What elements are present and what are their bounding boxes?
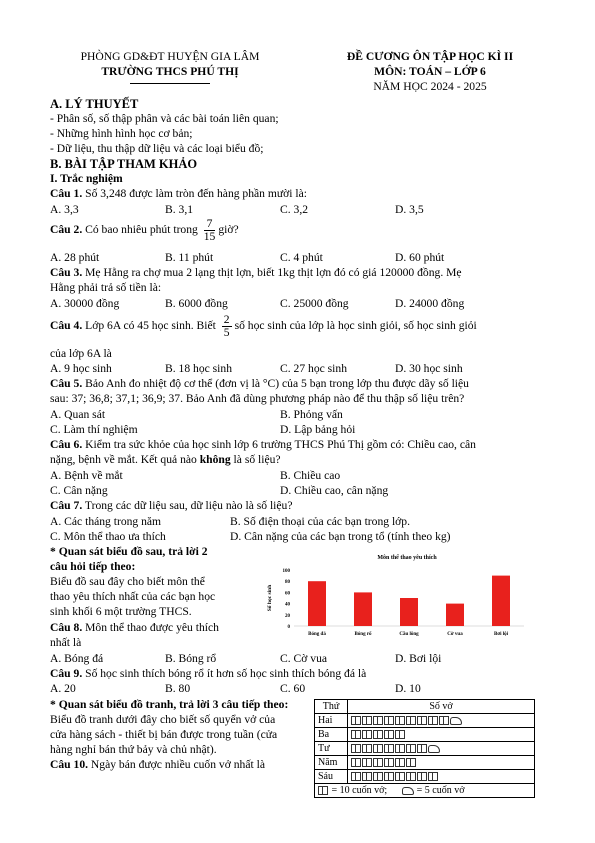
picto-row — [315, 742, 535, 756]
bar — [446, 604, 464, 626]
option[interactable]: C. Cờ vua — [280, 652, 328, 665]
bar — [492, 576, 510, 626]
picto-day: Ba — [315, 728, 348, 742]
picto-icons — [348, 742, 535, 756]
picto-row — [315, 770, 535, 784]
book-icon — [351, 744, 361, 753]
book-icon — [351, 730, 361, 739]
fraction: $\frac{2}{5}$ — [223, 313, 230, 339]
book-icon — [373, 758, 383, 767]
option[interactable]: A. 30000 đồng — [50, 297, 120, 310]
question-4: Câu 4. Lớp 6A có 45 học sinh. Biết $\frac{2}{5}$ số học sinh của lớp là học sinh giỏi, số học sinh giỏi — [50, 313, 477, 339]
book-icon — [362, 758, 372, 767]
picto-day: Hai — [315, 714, 348, 728]
header-year: NĂM HỌC 2024 - 2025 — [373, 80, 487, 93]
header-underline — [130, 83, 210, 84]
picto-icons — [348, 756, 535, 770]
option[interactable]: D. 10 — [395, 682, 421, 695]
book-icon — [395, 758, 405, 767]
picto-day: Năm — [315, 756, 348, 770]
half-book-icon — [428, 745, 440, 753]
book-icon — [406, 744, 416, 753]
option[interactable]: A. 28 phút — [50, 251, 100, 264]
header-title: ĐỀ CƯƠNG ÔN TẬP HỌC KÌ II — [346, 50, 514, 63]
option[interactable]: C. 60 — [280, 682, 306, 695]
option[interactable]: C. 27 học sinh — [280, 362, 347, 375]
option[interactable]: C. Môn thể thao ưa thích — [50, 530, 166, 543]
option[interactable]: D. 30 học sinh — [395, 362, 463, 375]
picto-description: Biểu đồ tranh dưới đây cho biết số quyển vở của — [50, 713, 276, 726]
question-10: Câu 10. Ngày bán được nhiều cuốn vở nhất là — [50, 758, 265, 771]
book-icon — [362, 716, 372, 725]
option[interactable]: A. 9 học sinh — [50, 362, 112, 375]
book-icon — [373, 772, 383, 781]
picto-legend — [315, 784, 535, 798]
book-icon — [417, 772, 427, 781]
header-subject: MÔN: TOÁN – LỚP 6 — [374, 65, 486, 78]
question-8: Câu 8. Môn thể thao được yêu thích — [50, 621, 219, 634]
chart-title: Môn thể thao yêu thích — [377, 555, 437, 561]
picto-day: Sáu — [315, 770, 348, 784]
book-icon — [428, 716, 438, 725]
option[interactable]: D. Lập bảng hỏi — [280, 423, 356, 436]
section-a-item: - Dữ liệu, thu thập dữ liệu và các loại biểu đồ; — [50, 142, 264, 155]
book-icon — [417, 716, 427, 725]
legend-full: = 10 cuốn vở; — [329, 785, 403, 796]
question-8-cont: nhất là — [50, 636, 82, 649]
option[interactable]: B. 3,1 — [165, 203, 194, 216]
option[interactable]: B. Bóng rổ — [165, 652, 217, 665]
header-school: TRƯỜNG THCS PHÚ THỊ — [101, 65, 239, 78]
book-icon — [395, 730, 405, 739]
sports-bar-chart — [262, 548, 532, 643]
book-icon — [373, 744, 383, 753]
option[interactable]: A. Bệnh về mắt — [50, 469, 123, 482]
observe-chart-title-2: câu hỏi tiếp theo: — [50, 560, 136, 573]
question-5: Câu 5. Bảo Anh đo nhiệt độ cơ thể (đơn vị là °C) của 5 bạn trong lớp thu được dãy số liệu — [50, 377, 469, 390]
half-book-icon — [402, 787, 414, 795]
option[interactable]: D. Bơi lội — [395, 652, 442, 665]
book-icon — [439, 716, 449, 725]
book-icon — [351, 772, 361, 781]
option[interactable]: B. 6000 đồng — [165, 297, 228, 310]
book-icon — [351, 758, 361, 767]
picto-row — [315, 756, 535, 770]
option[interactable]: A. 3,3 — [50, 203, 79, 216]
y-tick-label: 80 — [285, 580, 290, 586]
picto-legend-row — [315, 784, 535, 798]
picto-header-count: Số vở — [348, 700, 535, 714]
question-3-cont: Hằng phải trả số tiền là: — [50, 281, 162, 294]
option[interactable]: D. 24000 đồng — [395, 297, 465, 310]
y-tick-label: 20 — [285, 613, 290, 619]
bar — [354, 592, 372, 626]
x-tick-label: Bóng đá — [308, 632, 326, 637]
book-icon — [395, 716, 405, 725]
option[interactable]: B. 11 phút — [165, 251, 214, 264]
bar — [308, 581, 326, 626]
option[interactable]: D. Chiều cao, cân nặng — [280, 484, 389, 497]
picto-icons — [348, 714, 535, 728]
question-2: Câu 2. Có bao nhiêu phút trong $\frac{7}{15}$ giờ? — [50, 217, 239, 243]
picto-row — [315, 728, 535, 742]
chart-description: thao yêu thích nhất của các bạn học — [50, 590, 216, 603]
option[interactable]: D. Cân nặng của các bạn trong tổ (tính theo kg) — [230, 530, 451, 543]
x-tick-label: Cờ vua — [447, 632, 463, 637]
option[interactable]: D. 60 phút — [395, 251, 445, 264]
book-icon — [428, 772, 438, 781]
book-icon — [351, 716, 361, 725]
book-icon — [384, 730, 394, 739]
option[interactable]: A. 20 — [50, 682, 76, 695]
book-icon — [384, 772, 394, 781]
picto-description: hàng nghỉ bán thứ bảy và chủ nhật). — [50, 743, 217, 756]
book-icon — [395, 744, 405, 753]
section-a-item: - Phân số, số thập phân và các bài toán liên quan; — [50, 112, 279, 125]
picto-icons — [348, 728, 535, 742]
option[interactable]: B. 80 — [165, 682, 191, 695]
question-5-cont: sau: 37; 36,8; 37,1; 36,9; 37. Bảo Anh đã dùng phương pháp nào để thu thập số liệu trên? — [50, 392, 465, 405]
pictogram-table — [314, 699, 535, 798]
option[interactable]: C. 4 phút — [280, 251, 323, 264]
observe-picto-title: * Quan sát biểu đồ tranh, trả lời 3 câu tiếp theo: — [50, 698, 289, 711]
picto-header-day: Thứ — [315, 700, 348, 714]
question-6-cont: nặng, bệnh về mắt. Kết quả nào không là số liệu? — [50, 453, 281, 466]
legend-half: = 5 cuốn vở — [414, 785, 465, 796]
book-icon — [373, 716, 383, 725]
x-tick-label: Bơi lội — [493, 632, 509, 637]
chart-description: Biểu đồ sau đây cho biết môn thể — [50, 575, 205, 588]
option[interactable]: D. 3,5 — [395, 203, 424, 216]
option[interactable]: C. Cân nặng — [50, 484, 108, 497]
section-a-title: A. LÝ THUYẾT — [50, 97, 139, 111]
picto-description: cửa hàng sách - thiết bị bán được trong tuần (cửa — [50, 728, 278, 741]
x-tick-label: Bóng rổ — [354, 632, 372, 637]
option[interactable]: B. 18 học sinh — [165, 362, 232, 375]
option[interactable]: B. Chiều cao — [280, 469, 341, 482]
book-icon — [362, 744, 372, 753]
book-icon — [362, 730, 372, 739]
y-tick-label: 40 — [285, 602, 290, 608]
book-icon — [406, 772, 416, 781]
question-4-cont: của lớp 6A là — [50, 347, 112, 360]
option[interactable]: A. Quan sát — [50, 408, 106, 421]
bar — [400, 598, 418, 626]
question-9: Câu 9. Số học sinh thích bóng rổ ít hơn số học sinh thích bóng đá là — [50, 667, 367, 680]
book-icon — [406, 716, 416, 725]
pictogram — [314, 699, 535, 798]
section-a-item: - Những hình hình học cơ bản; — [50, 127, 193, 140]
question-1: Câu 1. Số 3,248 được làm tròn đến hàng phần mười là: — [50, 187, 308, 200]
picto-day: Tư — [315, 742, 348, 756]
y-axis-label: Số học sinh — [267, 584, 273, 612]
book-icon — [384, 716, 394, 725]
book-icon — [318, 786, 328, 795]
chart-description: sinh khối 6 một trường THCS. — [50, 605, 192, 618]
fraction: $\frac{7}{15}$ — [203, 217, 216, 243]
option[interactable]: C. 3,2 — [280, 203, 309, 216]
book-icon — [395, 772, 405, 781]
option[interactable]: B. Phỏng vấn — [280, 408, 343, 421]
question-7: Câu 7. Trong các dữ liệu sau, dữ liệu nào là số liệu? — [50, 499, 293, 512]
y-tick-label: 100 — [282, 569, 290, 574]
book-icon — [384, 744, 394, 753]
option[interactable]: A. Các tháng trong năm — [50, 515, 162, 528]
option[interactable]: C. Làm thí nghiệm — [50, 423, 138, 436]
book-icon — [373, 730, 383, 739]
section-b-sub: I. Trắc nghiệm — [50, 172, 123, 185]
header-department: PHÒNG GD&ĐT HUYỆN GIA LÂM — [80, 50, 260, 63]
y-tick-label: 0 — [287, 625, 290, 630]
book-icon — [384, 758, 394, 767]
y-tick-label: 60 — [285, 591, 290, 597]
option[interactable]: B. Số điện thoại của các bạn trong lớp. — [230, 515, 410, 528]
half-book-icon — [450, 717, 462, 725]
book-icon — [417, 744, 427, 753]
option[interactable]: C. 25000 đồng — [280, 297, 349, 310]
option[interactable]: A. Bóng đá — [50, 652, 104, 665]
question-3: Câu 3. Mẹ Hằng ra chợ mua 2 lạng thịt lợn, biết 1kg thịt lợn đó có giá 120000 đồng. Mẹ — [50, 266, 462, 279]
picto-row — [315, 714, 535, 728]
book-icon — [406, 758, 416, 767]
x-tick-label: Cầu lông — [399, 632, 419, 637]
picto-icons — [348, 770, 535, 784]
book-icon — [362, 772, 372, 781]
observe-chart-title: * Quan sát biểu đồ sau, trả lời 2 — [50, 545, 208, 558]
section-b-title: B. BÀI TẬP THAM KHẢO — [50, 157, 198, 171]
question-6: Câu 6. Kiểm tra sức khỏe của học sinh lớp 6 trường THCS Phú Thị gồm có: Chiều cao, cân — [50, 438, 476, 451]
